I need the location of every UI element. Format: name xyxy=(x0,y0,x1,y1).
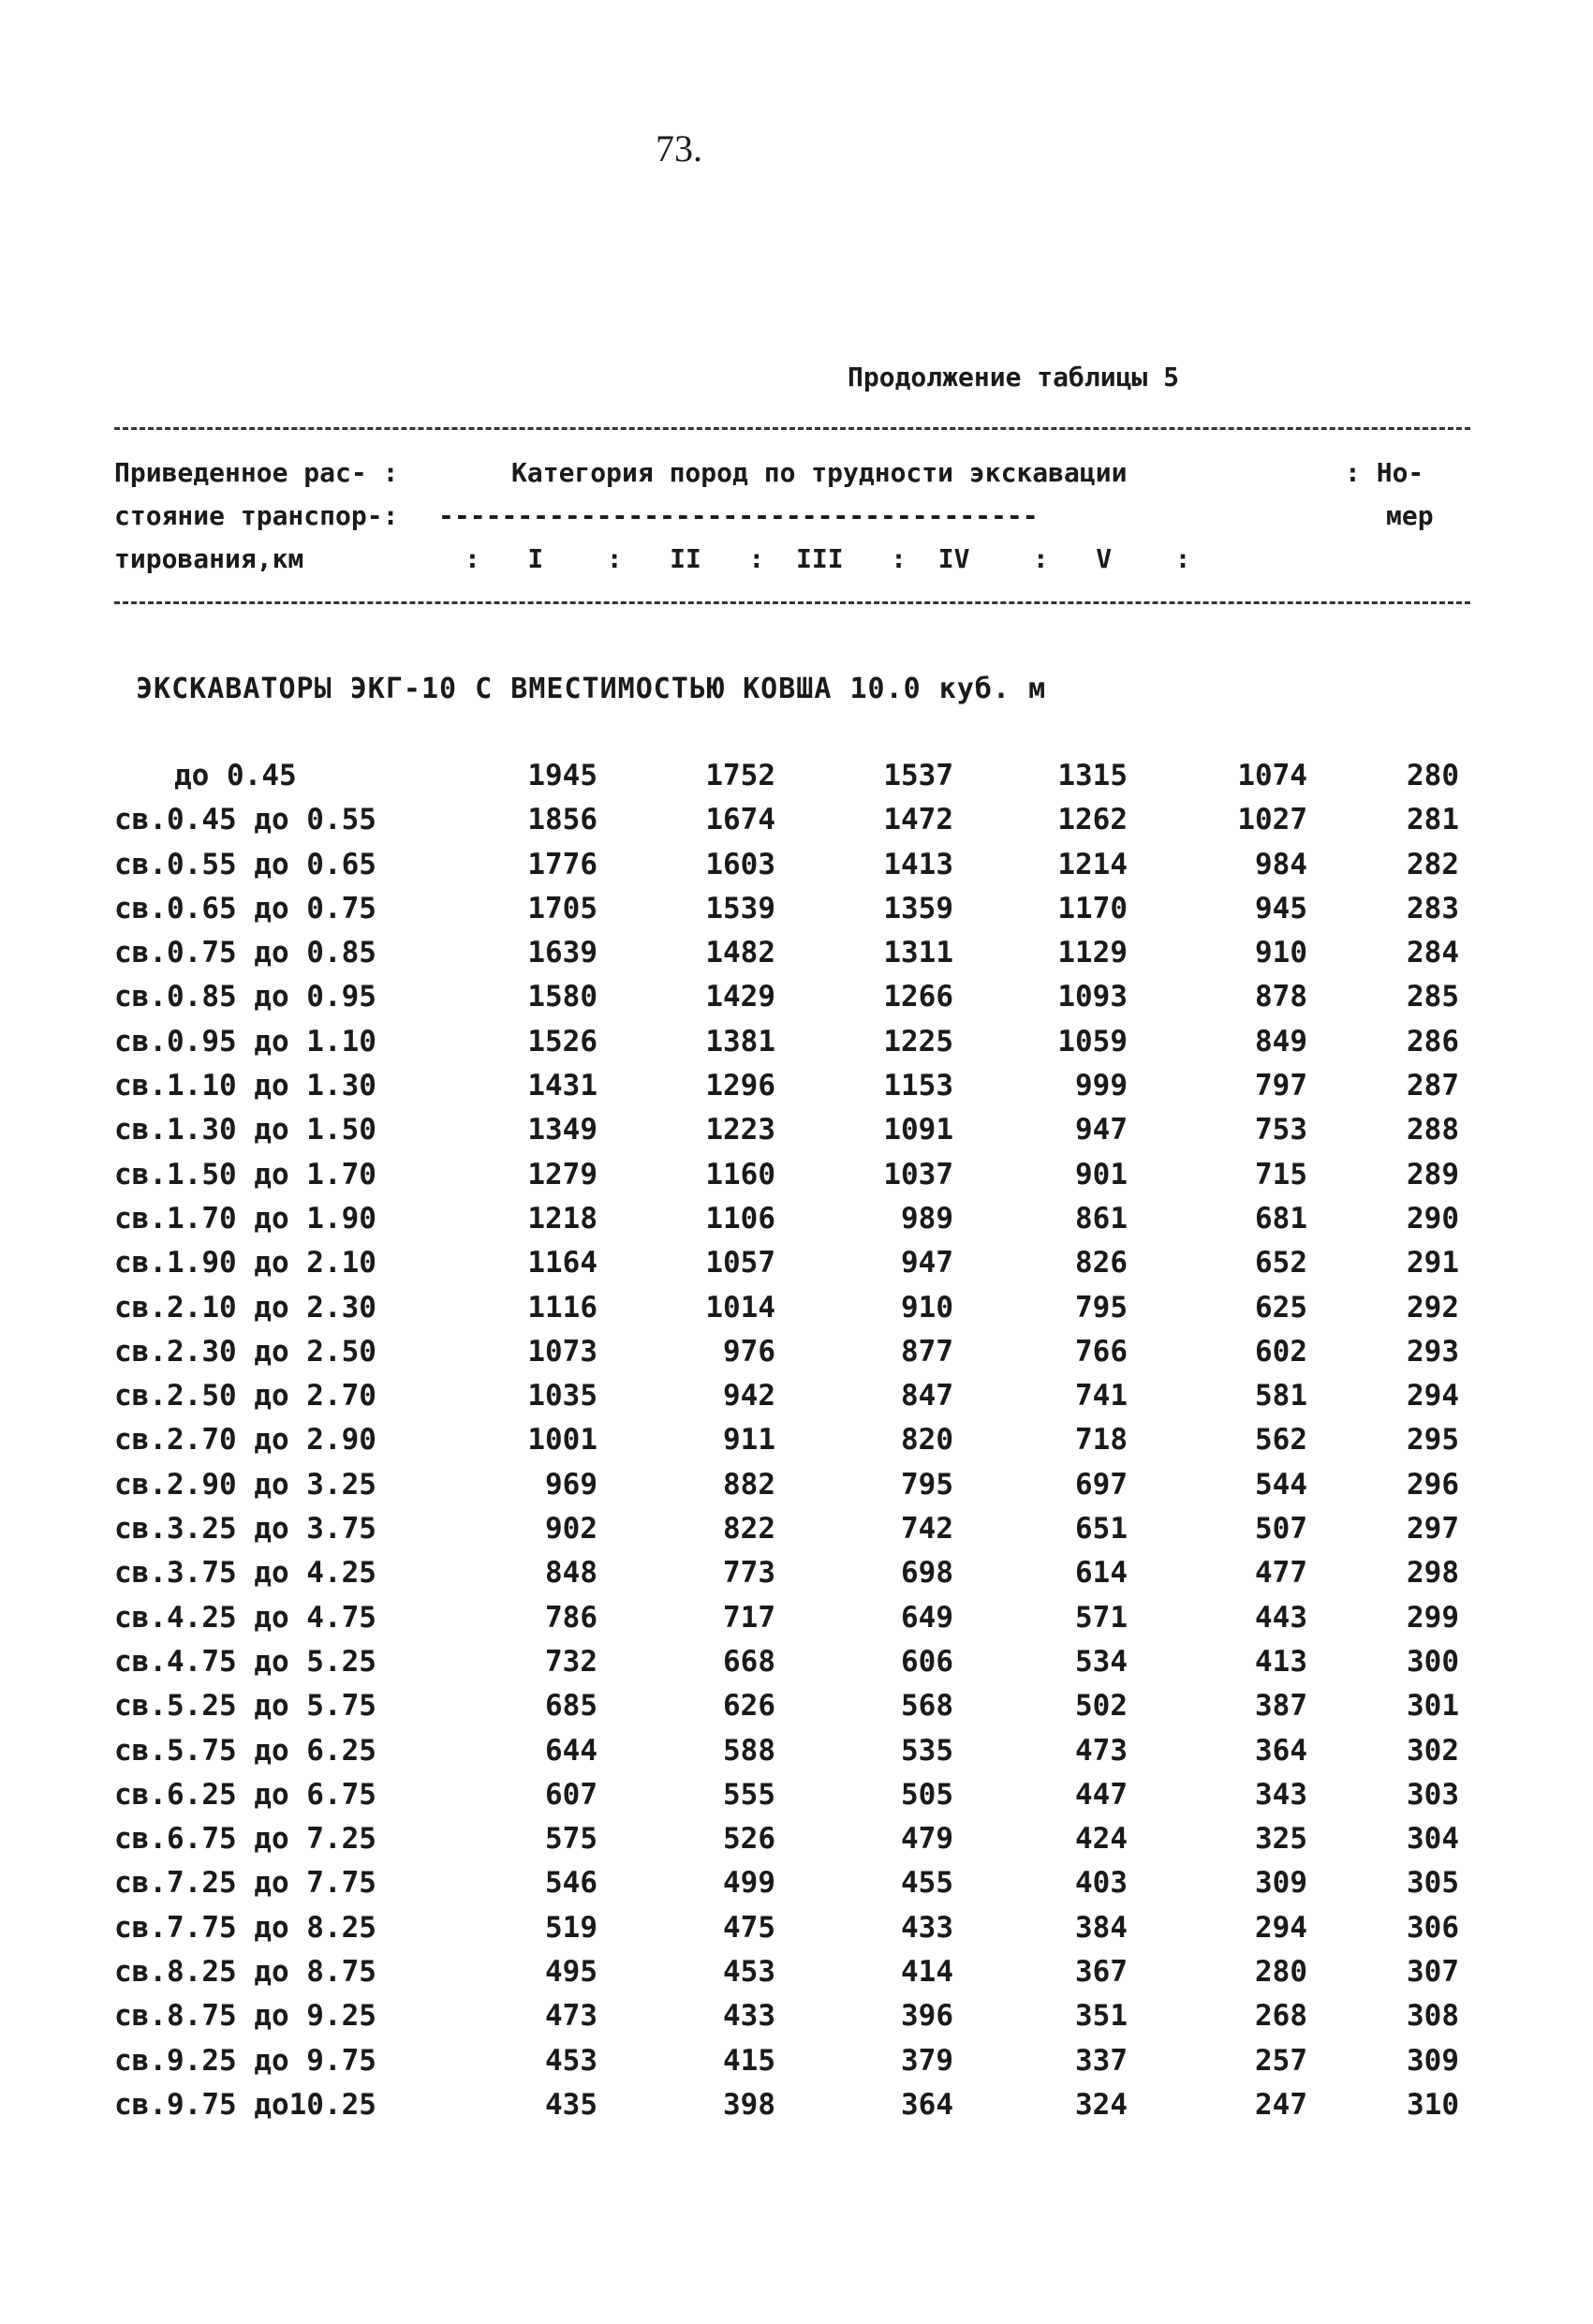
cat-ii-cell: 773 xyxy=(723,1556,775,1591)
distance-cell: св.6.75 до 7.25 xyxy=(114,1822,376,1857)
cat-ii-cell: 1539 xyxy=(705,891,775,925)
table-row xyxy=(0,2044,1593,2088)
cat-iv-cell: 324 xyxy=(1075,2087,1128,2122)
cat-iv-cell: 403 xyxy=(1075,1866,1128,1901)
cat-iii-cell: 742 xyxy=(901,1512,953,1547)
table-row xyxy=(0,1025,1593,1069)
cat-v-cell: 562 xyxy=(1255,1423,1307,1458)
cat-v-cell: 849 xyxy=(1255,1024,1307,1058)
row-number-cell: 280 xyxy=(1407,759,1459,792)
cat-v-cell: 1027 xyxy=(1237,803,1307,837)
cat-i-cell: 902 xyxy=(545,1512,597,1547)
page-number: 73. xyxy=(656,127,702,170)
cat-iii-cell: 396 xyxy=(901,1999,953,2034)
cat-i-cell: 1945 xyxy=(527,759,597,792)
table-row xyxy=(0,1468,1593,1512)
cat-v-cell: 325 xyxy=(1255,1822,1307,1857)
row-number-cell: 286 xyxy=(1407,1024,1459,1058)
cat-v-cell: 387 xyxy=(1255,1689,1307,1724)
cat-ii-cell: 1381 xyxy=(705,1024,775,1058)
distance-cell: св.0.85 до 0.95 xyxy=(114,980,376,1014)
table-row xyxy=(0,1999,1593,2043)
cat-iv-cell: 351 xyxy=(1075,1999,1128,2034)
cat-iii-cell: 606 xyxy=(901,1644,953,1679)
cat-v-cell: 507 xyxy=(1255,1512,1307,1547)
row-number-cell: 303 xyxy=(1407,1777,1459,1812)
distance-cell: св.8.75 до 9.25 xyxy=(114,1999,376,2034)
row-number-cell: 305 xyxy=(1407,1866,1459,1901)
cat-i-cell: 1639 xyxy=(527,936,597,970)
cat-i-cell: 969 xyxy=(545,1467,597,1502)
distance-cell: св.2.50 до 2.70 xyxy=(114,1379,376,1414)
cat-v-cell: 364 xyxy=(1255,1733,1307,1768)
cat-ii-cell: 555 xyxy=(723,1777,775,1812)
cat-ii-cell: 1223 xyxy=(705,1113,775,1147)
cat-iii-cell: 1037 xyxy=(883,1157,953,1192)
table-row xyxy=(0,1291,1593,1335)
table-row xyxy=(0,2088,1593,2132)
table-row xyxy=(0,848,1593,892)
header-bottom-rule xyxy=(114,601,1470,604)
cat-i-cell: 685 xyxy=(545,1689,597,1724)
cat-iii-cell: 795 xyxy=(901,1467,953,1502)
distance-cell: св.1.30 до 1.50 xyxy=(114,1113,376,1147)
cat-ii-cell: 717 xyxy=(723,1600,775,1635)
cat-i-cell: 1073 xyxy=(527,1334,597,1369)
table-row xyxy=(0,980,1593,1024)
distance-cell: св.2.70 до 2.90 xyxy=(114,1423,376,1458)
header-top-rule xyxy=(114,427,1470,430)
cat-iv-cell: 651 xyxy=(1075,1512,1128,1547)
cat-iv-cell: 614 xyxy=(1075,1556,1128,1591)
cat-iii-cell: 947 xyxy=(901,1246,953,1280)
cat-i-cell: 644 xyxy=(545,1733,597,1768)
cat-iv-cell: 571 xyxy=(1075,1600,1128,1635)
row-number-cell: 300 xyxy=(1407,1644,1459,1679)
cat-v-cell: 625 xyxy=(1255,1290,1307,1325)
header-category-title: Категория пород по трудности экскавации xyxy=(511,457,1128,488)
cat-i-cell: 453 xyxy=(545,2043,597,2078)
distance-cell: св.7.25 до 7.75 xyxy=(114,1866,376,1901)
cat-i-cell: 546 xyxy=(545,1866,597,1901)
cat-iv-cell: 424 xyxy=(1075,1822,1128,1857)
row-number-cell: 293 xyxy=(1407,1334,1459,1369)
cat-i-cell: 732 xyxy=(545,1644,597,1679)
row-number-cell: 309 xyxy=(1407,2043,1459,2078)
cat-i-cell: 473 xyxy=(545,1999,597,2034)
cat-iv-cell: 901 xyxy=(1075,1157,1128,1192)
cat-v-cell: 910 xyxy=(1255,936,1307,970)
cat-iii-cell: 455 xyxy=(901,1866,953,1901)
distance-cell: св.1.90 до 2.10 xyxy=(114,1246,376,1280)
cat-iii-cell: 535 xyxy=(901,1733,953,1768)
cat-i-cell: 575 xyxy=(545,1822,597,1857)
cat-iv-cell: 1315 xyxy=(1057,759,1128,792)
table-row xyxy=(0,1246,1593,1290)
distance-cell: св.1.70 до 1.90 xyxy=(114,1201,376,1236)
cat-v-cell: 544 xyxy=(1255,1467,1307,1502)
cat-i-cell: 1431 xyxy=(527,1069,597,1103)
distance-cell: св.2.30 до 2.50 xyxy=(114,1334,376,1369)
table-row xyxy=(0,1822,1593,1866)
cat-iv-cell: 1214 xyxy=(1057,847,1128,881)
row-number-cell: 308 xyxy=(1407,1999,1459,2034)
row-number-cell: 304 xyxy=(1407,1822,1459,1857)
cat-ii-cell: 588 xyxy=(723,1733,775,1768)
cat-ii-cell: 453 xyxy=(723,1955,775,1990)
cat-v-cell: 984 xyxy=(1255,847,1307,881)
cat-ii-cell: 526 xyxy=(723,1822,775,1857)
header-distance-line1: Приведенное рас- : xyxy=(114,457,399,488)
cat-iv-cell: 697 xyxy=(1075,1467,1128,1502)
cat-iii-cell: 1153 xyxy=(883,1069,953,1103)
cat-i-cell: 435 xyxy=(545,2087,597,2122)
distance-cell: св.0.45 до 0.55 xyxy=(114,803,376,837)
cat-v-cell: 878 xyxy=(1255,980,1307,1014)
cat-ii-cell: 822 xyxy=(723,1512,775,1547)
row-number-cell: 298 xyxy=(1407,1556,1459,1591)
distance-cell: св.6.25 до 6.75 xyxy=(114,1777,376,1812)
row-number-cell: 288 xyxy=(1407,1113,1459,1147)
cat-v-cell: 247 xyxy=(1255,2087,1307,2122)
distance-cell: св.1.10 до 1.30 xyxy=(114,1069,376,1103)
row-number-cell: 299 xyxy=(1407,1600,1459,1635)
cat-iv-cell: 473 xyxy=(1075,1733,1128,1768)
cat-i-cell: 607 xyxy=(545,1777,597,1812)
distance-cell: св.5.75 до 6.25 xyxy=(114,1733,376,1768)
cat-v-cell: 1074 xyxy=(1237,759,1307,792)
cat-i-cell: 848 xyxy=(545,1556,597,1591)
cat-i-cell: 1580 xyxy=(527,980,597,1014)
table-row xyxy=(0,892,1593,936)
cat-iii-cell: 1225 xyxy=(883,1024,953,1058)
row-number-cell: 285 xyxy=(1407,980,1459,1014)
cat-iii-cell: 847 xyxy=(901,1379,953,1414)
cat-ii-cell: 1482 xyxy=(705,936,775,970)
cat-iii-cell: 1413 xyxy=(883,847,953,881)
cat-iv-cell: 741 xyxy=(1075,1379,1128,1414)
row-number-cell: 307 xyxy=(1407,1955,1459,1990)
cat-v-cell: 715 xyxy=(1255,1157,1307,1192)
distance-cell: св.4.25 до 4.75 xyxy=(114,1600,376,1635)
cat-iv-cell: 999 xyxy=(1075,1069,1128,1103)
cat-v-cell: 443 xyxy=(1255,1600,1307,1635)
header-category-columns: : I : II : III : IV : V : xyxy=(465,543,1191,574)
distance-cell: св.2.10 до 2.30 xyxy=(114,1290,376,1325)
cat-ii-cell: 1014 xyxy=(705,1290,775,1325)
section-title: ЭКСКАВАТОРЫ ЭКГ-10 С ВМЕСТИМОСТЬЮ КОВША 10.0 куб. м xyxy=(136,673,1047,705)
table-row xyxy=(0,1866,1593,1910)
cat-ii-cell: 626 xyxy=(723,1689,775,1724)
cat-v-cell: 681 xyxy=(1255,1201,1307,1236)
table-row xyxy=(0,759,1593,803)
cat-v-cell: 280 xyxy=(1255,1955,1307,1990)
table-row xyxy=(0,1423,1593,1467)
table-row xyxy=(0,1778,1593,1822)
distance-cell: св.0.55 до 0.65 xyxy=(114,847,376,881)
cat-iv-cell: 1170 xyxy=(1057,891,1128,925)
cat-ii-cell: 882 xyxy=(723,1467,775,1502)
distance-cell: св.1.50 до 1.70 xyxy=(114,1157,376,1192)
cat-iv-cell: 766 xyxy=(1075,1334,1128,1369)
table-row xyxy=(0,1556,1593,1600)
cat-v-cell: 268 xyxy=(1255,1999,1307,2034)
cat-iii-cell: 820 xyxy=(901,1423,953,1458)
cat-v-cell: 945 xyxy=(1255,891,1307,925)
row-number-cell: 291 xyxy=(1407,1246,1459,1280)
cat-ii-cell: 1106 xyxy=(705,1201,775,1236)
cat-iii-cell: 1311 xyxy=(883,936,953,970)
cat-iii-cell: 1091 xyxy=(883,1113,953,1147)
cat-iii-cell: 877 xyxy=(901,1334,953,1369)
cat-i-cell: 1705 xyxy=(527,891,597,925)
table-row xyxy=(0,1911,1593,1955)
row-number-cell: 292 xyxy=(1407,1290,1459,1325)
cat-ii-cell: 911 xyxy=(723,1423,775,1458)
cat-ii-cell: 1752 xyxy=(705,759,775,792)
row-number-cell: 302 xyxy=(1407,1733,1459,1768)
cat-ii-cell: 415 xyxy=(723,2043,775,2078)
cat-v-cell: 477 xyxy=(1255,1556,1307,1591)
header-distance-line2: стояние транспор-: xyxy=(114,500,399,531)
distance-cell: св.0.65 до 0.75 xyxy=(114,891,376,925)
cat-iii-cell: 989 xyxy=(901,1201,953,1236)
table-row xyxy=(0,936,1593,980)
header-number-line2: мер xyxy=(1386,500,1434,531)
cat-i-cell: 1116 xyxy=(527,1290,597,1325)
cat-iv-cell: 367 xyxy=(1075,1955,1128,1990)
table-row xyxy=(0,1734,1593,1778)
cat-i-cell: 1776 xyxy=(527,847,597,881)
row-number-cell: 295 xyxy=(1407,1423,1459,1458)
distance-cell: св.3.75 до 4.25 xyxy=(114,1556,376,1591)
table-row xyxy=(0,1335,1593,1379)
cat-i-cell: 1035 xyxy=(527,1379,597,1414)
cat-v-cell: 343 xyxy=(1255,1777,1307,1812)
cat-v-cell: 309 xyxy=(1255,1866,1307,1901)
row-number-cell: 297 xyxy=(1407,1512,1459,1547)
cat-iv-cell: 534 xyxy=(1075,1644,1128,1679)
table-row xyxy=(0,1601,1593,1645)
cat-i-cell: 786 xyxy=(545,1600,597,1635)
cat-iv-cell: 826 xyxy=(1075,1246,1128,1280)
cat-iv-cell: 1059 xyxy=(1057,1024,1128,1058)
cat-ii-cell: 1296 xyxy=(705,1069,775,1103)
cat-iv-cell: 384 xyxy=(1075,1910,1128,1945)
cat-v-cell: 294 xyxy=(1255,1910,1307,1945)
header-category-divider: -------------------------------------- xyxy=(438,500,1039,531)
table-row xyxy=(0,1158,1593,1202)
cat-ii-cell: 1603 xyxy=(705,847,775,881)
distance-cell: до 0.45 xyxy=(174,759,297,792)
distance-cell: св.7.75 до 8.25 xyxy=(114,1910,376,1945)
cat-i-cell: 1856 xyxy=(527,803,597,837)
table-body xyxy=(0,759,1593,2132)
table-row xyxy=(0,1379,1593,1423)
cat-ii-cell: 1429 xyxy=(705,980,775,1014)
table-row xyxy=(0,1069,1593,1113)
table-row xyxy=(0,1512,1593,1556)
cat-ii-cell: 1057 xyxy=(705,1246,775,1280)
cat-iv-cell: 1129 xyxy=(1057,936,1128,970)
row-number-cell: 287 xyxy=(1407,1069,1459,1103)
cat-iv-cell: 502 xyxy=(1075,1689,1128,1724)
row-number-cell: 296 xyxy=(1407,1467,1459,1502)
table-row xyxy=(0,1113,1593,1157)
cat-ii-cell: 433 xyxy=(723,1999,775,2034)
distance-cell: св.2.90 до 3.25 xyxy=(114,1467,376,1502)
header-distance-line3: тирования,км xyxy=(114,543,304,574)
cat-iii-cell: 568 xyxy=(901,1689,953,1724)
cat-iv-cell: 337 xyxy=(1075,2043,1128,2078)
cat-i-cell: 1349 xyxy=(527,1113,597,1147)
cat-v-cell: 413 xyxy=(1255,1644,1307,1679)
cat-iii-cell: 649 xyxy=(901,1600,953,1635)
row-number-cell: 294 xyxy=(1407,1379,1459,1414)
row-number-cell: 301 xyxy=(1407,1689,1459,1724)
table-row xyxy=(0,1645,1593,1689)
cat-iii-cell: 910 xyxy=(901,1290,953,1325)
cat-iii-cell: 379 xyxy=(901,2043,953,2078)
cat-iii-cell: 479 xyxy=(901,1822,953,1857)
row-number-cell: 310 xyxy=(1407,2087,1459,2122)
row-number-cell: 284 xyxy=(1407,936,1459,970)
cat-v-cell: 257 xyxy=(1255,2043,1307,2078)
cat-v-cell: 797 xyxy=(1255,1069,1307,1103)
table-row xyxy=(0,803,1593,847)
cat-v-cell: 753 xyxy=(1255,1113,1307,1147)
table-row xyxy=(0,1689,1593,1733)
cat-ii-cell: 942 xyxy=(723,1379,775,1414)
cat-i-cell: 519 xyxy=(545,1910,597,1945)
cat-iv-cell: 718 xyxy=(1075,1423,1128,1458)
cat-ii-cell: 976 xyxy=(723,1334,775,1369)
cat-v-cell: 652 xyxy=(1255,1246,1307,1280)
cat-iv-cell: 947 xyxy=(1075,1113,1128,1147)
header-number-line1: : Но- xyxy=(1345,457,1424,488)
cat-i-cell: 1001 xyxy=(527,1423,597,1458)
cat-ii-cell: 1674 xyxy=(705,803,775,837)
table-row xyxy=(0,1202,1593,1246)
cat-ii-cell: 668 xyxy=(723,1644,775,1679)
row-number-cell: 306 xyxy=(1407,1910,1459,1945)
table-row xyxy=(0,1955,1593,1999)
distance-cell: св.9.75 до10.25 xyxy=(114,2087,376,2122)
cat-ii-cell: 475 xyxy=(723,1910,775,1945)
cat-iv-cell: 1093 xyxy=(1057,980,1128,1014)
cat-ii-cell: 499 xyxy=(723,1866,775,1901)
table-caption: Продолжение таблицы 5 xyxy=(848,362,1180,392)
cat-v-cell: 602 xyxy=(1255,1334,1307,1369)
row-number-cell: 290 xyxy=(1407,1201,1459,1236)
cat-ii-cell: 398 xyxy=(723,2087,775,2122)
distance-cell: св.4.75 до 5.25 xyxy=(114,1644,376,1679)
distance-cell: св.0.75 до 0.85 xyxy=(114,936,376,970)
cat-ii-cell: 1160 xyxy=(705,1157,775,1192)
distance-cell: св.3.25 до 3.75 xyxy=(114,1512,376,1547)
cat-iii-cell: 433 xyxy=(901,1910,953,1945)
cat-i-cell: 495 xyxy=(545,1955,597,1990)
cat-iii-cell: 505 xyxy=(901,1777,953,1812)
row-number-cell: 282 xyxy=(1407,847,1459,881)
cat-i-cell: 1526 xyxy=(527,1024,597,1058)
cat-iii-cell: 1537 xyxy=(883,759,953,792)
cat-i-cell: 1164 xyxy=(527,1246,597,1280)
cat-i-cell: 1218 xyxy=(527,1201,597,1236)
cat-iii-cell: 414 xyxy=(901,1955,953,1990)
cat-iii-cell: 1266 xyxy=(883,980,953,1014)
cat-iv-cell: 861 xyxy=(1075,1201,1128,1236)
cat-iv-cell: 447 xyxy=(1075,1777,1128,1812)
distance-cell: св.8.25 до 8.75 xyxy=(114,1955,376,1990)
row-number-cell: 283 xyxy=(1407,891,1459,925)
cat-iii-cell: 698 xyxy=(901,1556,953,1591)
cat-iv-cell: 1262 xyxy=(1057,803,1128,837)
cat-iii-cell: 1472 xyxy=(883,803,953,837)
cat-i-cell: 1279 xyxy=(527,1157,597,1192)
distance-cell: св.0.95 до 1.10 xyxy=(114,1024,376,1058)
row-number-cell: 289 xyxy=(1407,1157,1459,1192)
cat-v-cell: 581 xyxy=(1255,1379,1307,1414)
cat-iv-cell: 795 xyxy=(1075,1290,1128,1325)
distance-cell: св.5.25 до 5.75 xyxy=(114,1689,376,1724)
distance-cell: св.9.25 до 9.75 xyxy=(114,2043,376,2078)
cat-iii-cell: 1359 xyxy=(883,891,953,925)
row-number-cell: 281 xyxy=(1407,803,1459,837)
cat-iii-cell: 364 xyxy=(901,2087,953,2122)
